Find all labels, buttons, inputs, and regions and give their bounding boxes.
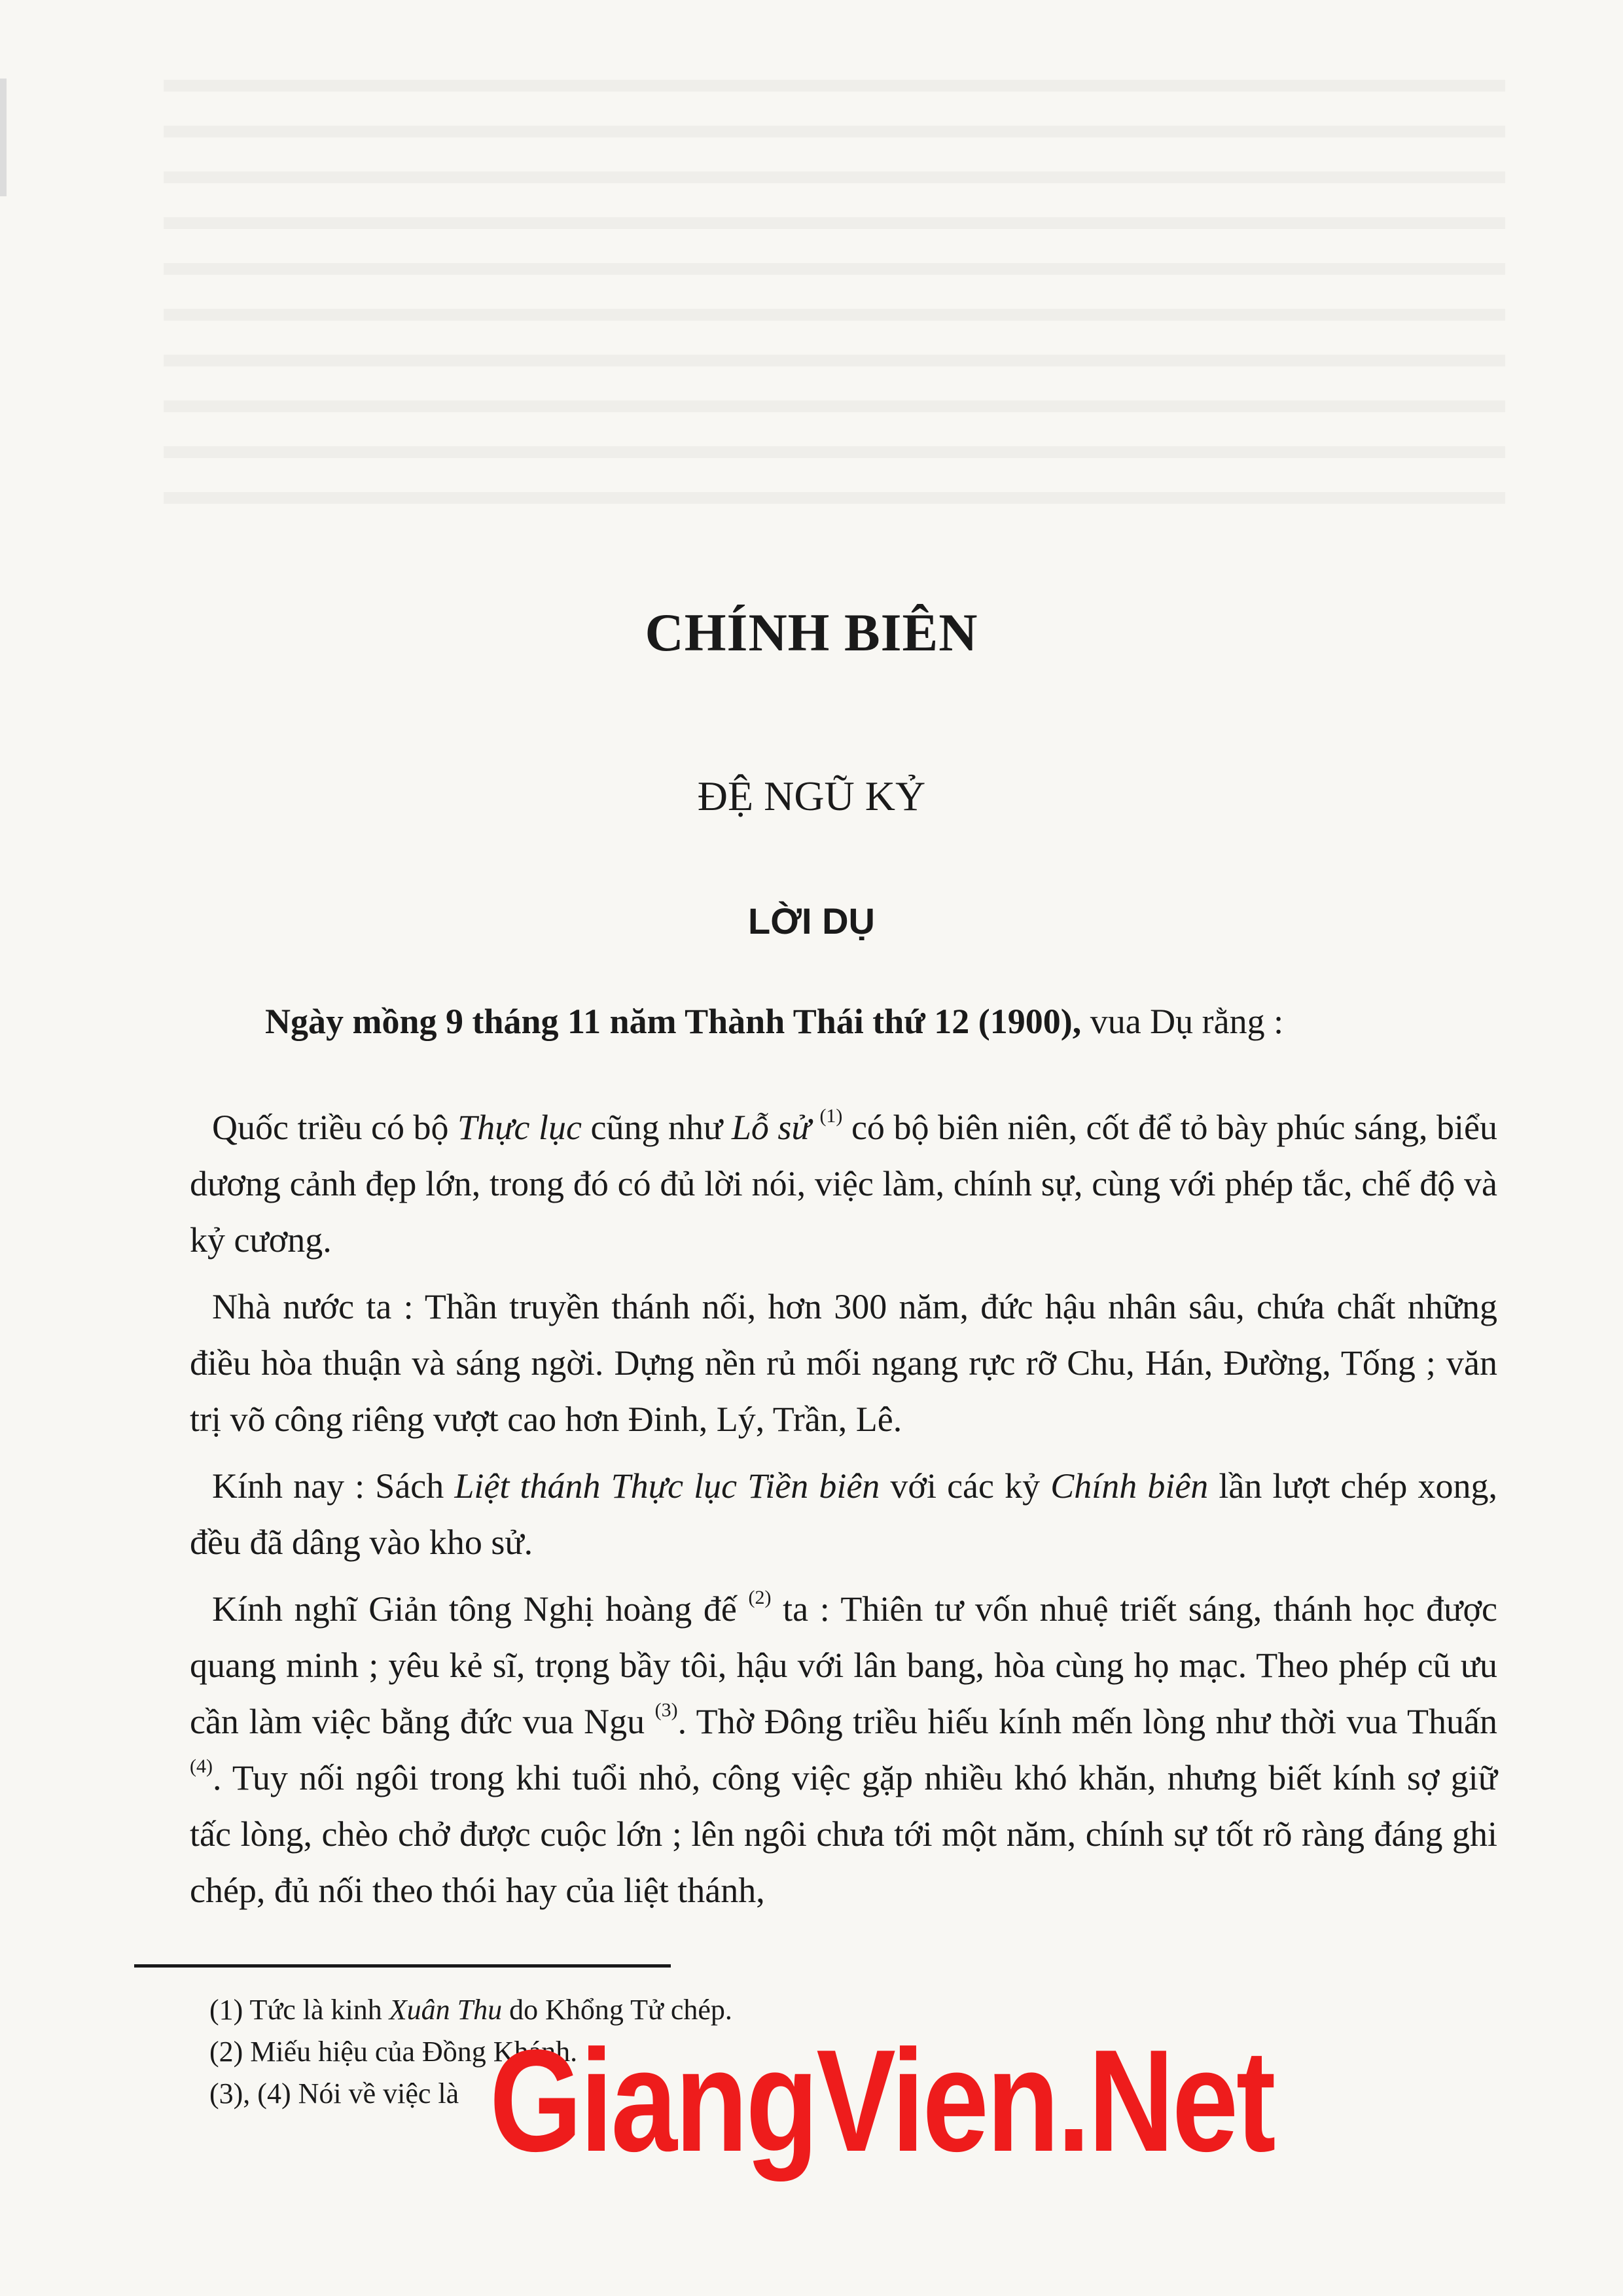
edict-date-tail: vua Dụ rằng : — [1081, 1002, 1284, 1041]
italic-title-lo-su: Lỗ sử — [731, 1108, 811, 1147]
edict-body — [190, 1099, 1497, 1918]
text-run: Kính nay : Sách — [212, 1466, 455, 1506]
text-run: . Thờ Đông triều hiếu kính mến lòng như thời vua Thuấn — [677, 1702, 1498, 1741]
italic-title-chinh-bien: Chính biên — [1050, 1466, 1209, 1506]
footnote-ref-4[interactable]: (4) — [190, 1756, 213, 1777]
footnote-2: (2) Miếu hiệu của Đồng Khánh. — [209, 2036, 578, 2068]
edict-date-line — [265, 1001, 1283, 1042]
paragraph-4 — [190, 1581, 1497, 1918]
bleed-through-texture — [164, 46, 1505, 504]
watermark-logo: GiangVien.Net — [490, 2020, 1274, 2182]
paragraph-1 — [190, 1099, 1497, 1268]
edict-title: LỜI DỤ — [748, 900, 875, 942]
edict-date: Ngày mồng 9 tháng 11 năm Thành Thái thứ 12 (1900), — [265, 1002, 1082, 1041]
main-title: CHÍNH BIÊN — [645, 603, 978, 662]
text-run: . Tuy nối ngôi trong khi tuổi nhỏ, công việc gặp nhiều khó khăn, nhưng biết kính sợ giữ tấc lòng, chèo chở được cuộc lớn ; lên ngôi chưa tới một năm, chính sự tốt rõ ràng đáng ghi chép, đủ nối theo thói hay của liệt thánh, — [190, 1758, 1497, 1910]
italic-title-xuan-thu: Xuân Thu — [389, 1994, 503, 2026]
text-run: có bộ biên niên, cốt để tỏ bày phúc sáng, biểu dương cảnh đẹp lớn, trong đó có đủ lời nói, việc làm, chính sự, cùng với phép tắc, chế độ và kỷ cương. — [190, 1108, 1498, 1260]
section-subtitle: ĐỆ NGŨ KỶ — [697, 773, 926, 819]
text-run: cũng như — [582, 1108, 732, 1147]
text-run: Kính nghĩ Giản tông Nghị hoàng đế — [212, 1589, 749, 1629]
footnote-divider — [134, 1964, 671, 1968]
footnote-ref-2[interactable]: (2) — [748, 1587, 772, 1608]
footnote-3: (3), (4) Nói về việc là — [209, 2077, 459, 2110]
italic-title-tien-bien: Liệt thánh Thực lục Tiền biên — [454, 1466, 880, 1506]
italic-title-thuc-luc: Thực lục — [457, 1108, 582, 1147]
text-run: (1) Tức là kinh — [209, 1994, 389, 2026]
footnote-ref-3[interactable]: (3) — [654, 1699, 678, 1721]
paragraph-2: Nhà nước ta : Thần truyền thánh nối, hơn 300 năm, đức hậu nhân sâu, chứa chất những điều hòa thuận và sáng ngời. Dựng nền rủ mối ngang rực rỡ Chu, Hán, Đường, Tống ; văn trị võ công riêng vượt cao hơn Đinh, Lý, Trần, Lê. — [190, 1287, 1497, 1439]
footnote-ref-1[interactable]: (1) — [819, 1105, 843, 1127]
scan-edge-mark — [0, 79, 7, 196]
text-run: lần lượt chép xong, đều đã dâng vào kho sử. — [190, 1466, 1497, 1562]
paragraph-3 — [190, 1458, 1497, 1570]
text-run: với các kỷ — [880, 1466, 1051, 1506]
text-run: Quốc triều có bộ — [212, 1108, 458, 1147]
text-run: ta : Thiên tư vốn nhuệ triết sáng, thánh học được quang minh ; yêu kẻ sĩ, trọng bầy tôi, hậu với lân bang, hòa cùng họ mạc. Theo phép cũ ưu cần làm việc bằng đức vua Ngu — [190, 1589, 1497, 1741]
text-run: do Khổng Tử chép. — [502, 1994, 732, 2026]
